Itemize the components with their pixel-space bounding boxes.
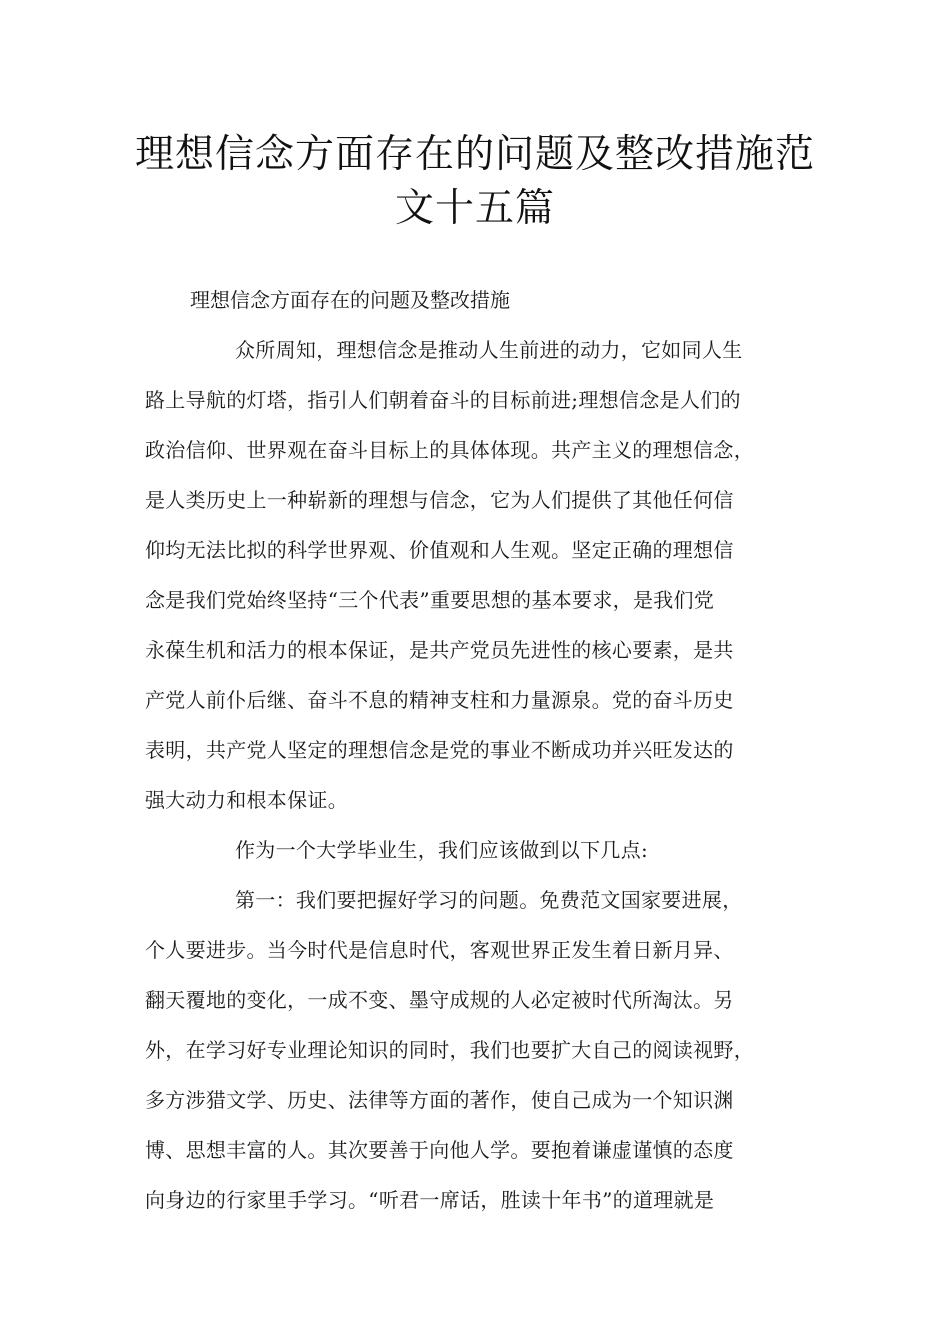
- paragraph-line: 第一：我们要把握好学习的问题。免费范文国家要进展，: [235, 888, 743, 912]
- paragraph-line: 念是我们党始终坚持“三个代表”重要思想的基本要求，是我们党: [145, 588, 715, 612]
- paragraph-line: 仰均无法比拟的科学世界观、价值观和人生观。坚定正确的理想信: [145, 538, 734, 562]
- paragraph-line: 永葆生机和活力的根本保证，是共产党员先进性的核心要素，是共: [145, 638, 734, 662]
- paragraph-line: 外，在学习好专业理论知识的同时，我们也要扩大自己的阅读视野，: [145, 1038, 754, 1062]
- paragraph-line: 表明，共产党人坚定的理想信念是党的事业不断成功并兴旺发达的: [145, 738, 734, 762]
- document-title: [120, 128, 830, 236]
- section-heading: 理想信念方面存在的问题及整改措施: [190, 288, 510, 312]
- paragraph-line: 向身边的行家里手学习。“听君一席话，胜读十年书”的道理就是: [145, 1188, 715, 1212]
- title-line-2: 文十五篇: [394, 186, 555, 231]
- paragraph-line: 个人要进步。当今时代是信息时代，客观世界正发生着日新月异、: [145, 938, 734, 962]
- title-line-1: 理想信念方面存在的问题及整改措施范: [134, 132, 815, 177]
- paragraph-line: 是人类历史上一种崭新的理想与信念，它为人们提供了其他任何信: [145, 488, 734, 512]
- paragraph-line: 翻天覆地的变化，一成不变、墨守成规的人必定被时代所淘汰。另: [145, 988, 734, 1012]
- paragraph-line: 路上导航的灯塔，指引人们朝着奋斗的目标前进;理想信念是人们的: [145, 388, 741, 412]
- paragraph-line: 作为一个大学毕业生，我们应该做到以下几点:: [235, 838, 649, 862]
- paragraph-line: 政治信仰、世界观在奋斗目标上的具体体现。共产主义的理想信念，: [145, 438, 754, 462]
- paragraph-line: 产党人前仆后继、奋斗不息的精神支柱和力量源泉。党的奋斗历史: [145, 688, 734, 712]
- paragraph-line: 强大动力和根本保证。: [145, 788, 348, 812]
- paragraph-line: 博、思想丰富的人。其次要善于向他人学。要抱着谦虚谨慎的态度: [145, 1138, 734, 1162]
- paragraph-line: 多方涉猎文学、历史、法律等方面的著作，使自己成为一个知识渊: [145, 1088, 734, 1112]
- paragraph-line: 众所周知，理想信念是推动人生前进的动力，它如同人生: [235, 338, 743, 362]
